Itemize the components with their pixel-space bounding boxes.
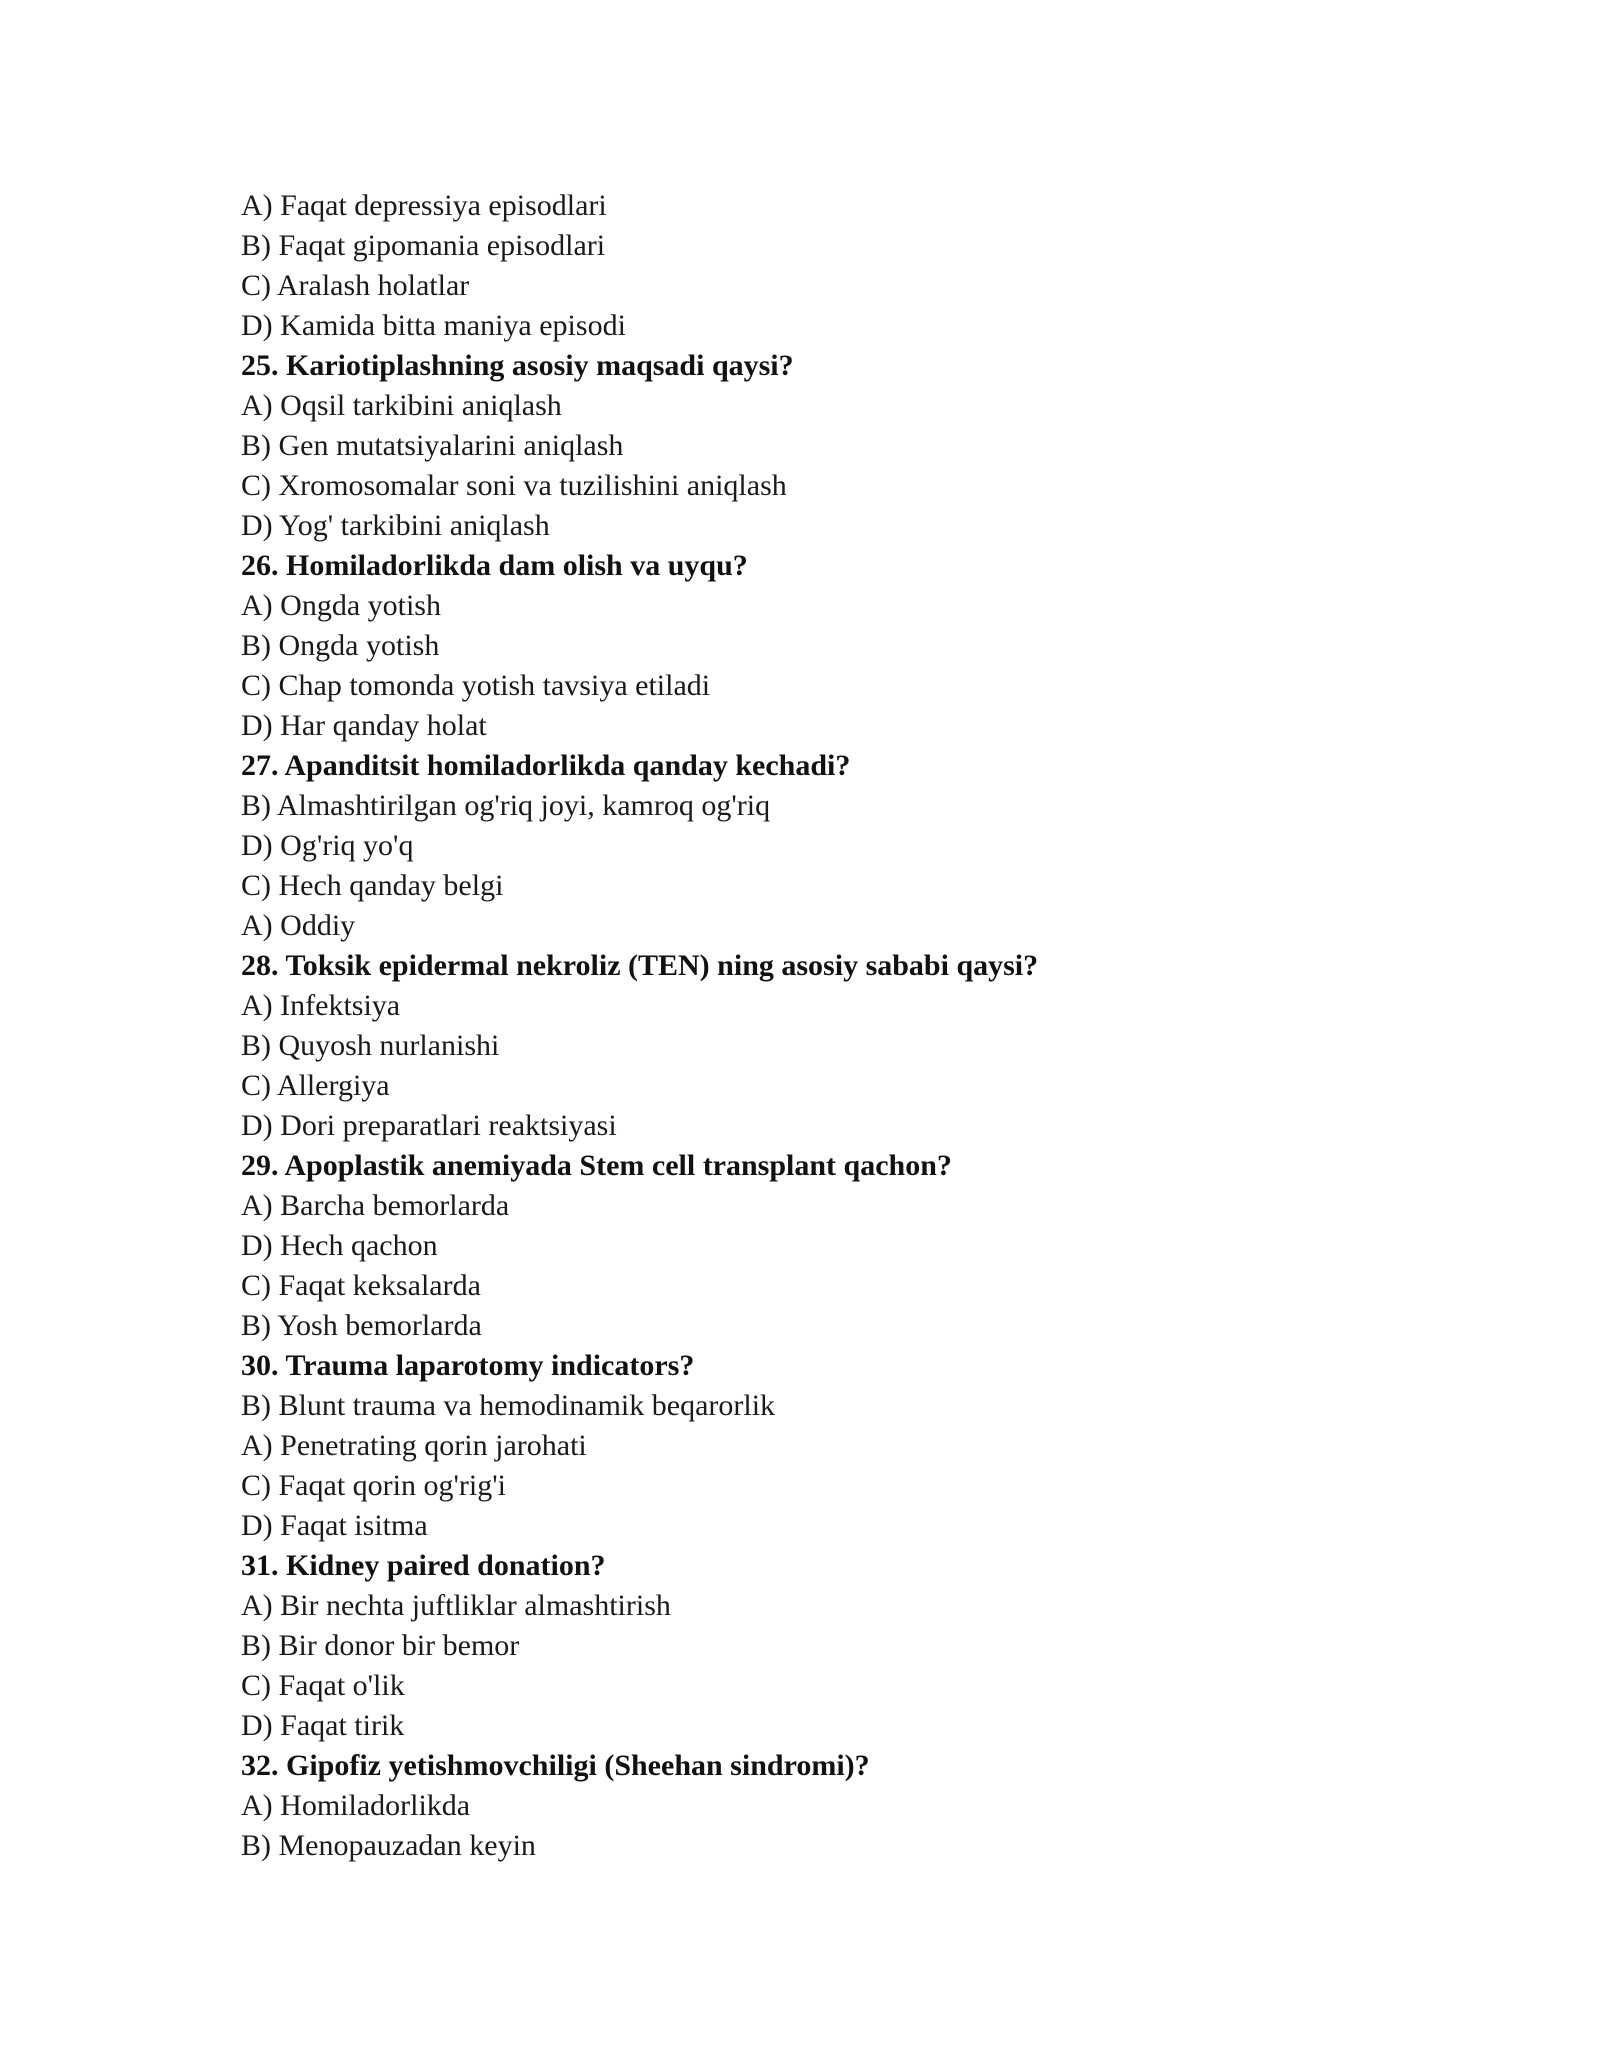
question-heading: 32. Gipofiz yetishmovchiligi (Sheehan sindromi)? bbox=[241, 1749, 870, 1782]
option-line: D) Yog' tarkibini aniqlash bbox=[241, 509, 550, 542]
option-line: B) Gen mutatsiyalarini aniqlash bbox=[241, 429, 624, 462]
option-line: A) Bir nechta juftliklar almashtirish bbox=[241, 1589, 671, 1622]
option-line: D) Og'riq yo'q bbox=[241, 829, 414, 862]
option-line: B) Faqat gipomania episodlari bbox=[241, 229, 606, 262]
option-line: B) Almashtirilgan og'riq joyi, kamroq og'riq bbox=[241, 789, 771, 822]
option-line: B) Ongda yotish bbox=[241, 629, 440, 662]
option-line: C) Faqat o'lik bbox=[241, 1669, 405, 1702]
option-line: B) Bir donor bir bemor bbox=[241, 1629, 520, 1662]
question-heading: 28. Toksik epidermal nekroliz (TEN) ning asosiy sababi qaysi? bbox=[241, 949, 1039, 982]
option-line: B) Yosh bemorlarda bbox=[241, 1309, 482, 1342]
option-line: A) Ongda yotish bbox=[241, 589, 441, 622]
option-line: C) Chap tomonda yotish tavsiya etiladi bbox=[241, 669, 711, 702]
question-heading: 30. Trauma laparotomy indicators? bbox=[241, 1349, 695, 1382]
option-line: D) Faqat isitma bbox=[241, 1509, 428, 1542]
option-line: D) Kamida bitta maniya episodi bbox=[241, 309, 626, 342]
option-line: D) Faqat tirik bbox=[241, 1709, 405, 1742]
option-line: B) Blunt trauma va hemodinamik beqarorlik bbox=[241, 1389, 776, 1422]
option-line: A) Oqsil tarkibini aniqlash bbox=[241, 389, 562, 422]
question-heading: 31. Kidney paired donation? bbox=[241, 1549, 606, 1582]
option-line: C) Faqat qorin og'rig'i bbox=[241, 1469, 506, 1502]
option-line: A) Infektsiya bbox=[241, 989, 401, 1022]
option-line: B) Quyosh nurlanishi bbox=[241, 1029, 500, 1062]
option-line: C) Xromosomalar soni va tuzilishini aniqlash bbox=[241, 469, 787, 502]
option-line: C) Allergiya bbox=[241, 1069, 390, 1102]
option-line: A) Oddiy bbox=[241, 909, 356, 942]
option-line: A) Homiladorlikda bbox=[241, 1789, 471, 1822]
option-line: A) Barcha bemorlarda bbox=[241, 1189, 510, 1222]
question-heading: 25. Kariotiplashning asosiy maqsadi qaysi? bbox=[241, 349, 794, 382]
option-line: C) Hech qanday belgi bbox=[241, 869, 504, 902]
question-heading: 29. Apoplastik anemiyada Stem cell transplant qachon? bbox=[241, 1149, 952, 1182]
document-content bbox=[241, 186, 1441, 1866]
option-line: B) Menopauzadan keyin bbox=[241, 1829, 536, 1862]
option-line: C) Faqat keksalarda bbox=[241, 1269, 481, 1302]
question-heading: 27. Apanditsit homiladorlikda qanday kechadi? bbox=[241, 749, 851, 782]
option-line: D) Hech qachon bbox=[241, 1229, 438, 1262]
option-line: C) Aralash holatlar bbox=[241, 269, 470, 302]
question-heading: 26. Homiladorlikda dam olish va uyqu? bbox=[241, 549, 748, 582]
option-line: A) Faqat depressiya episodlari bbox=[241, 189, 607, 222]
option-line: D) Har qanday holat bbox=[241, 709, 487, 742]
option-line: D) Dori preparatlari reaktsiyasi bbox=[241, 1109, 617, 1142]
option-line: A) Penetrating qorin jarohati bbox=[241, 1429, 587, 1462]
